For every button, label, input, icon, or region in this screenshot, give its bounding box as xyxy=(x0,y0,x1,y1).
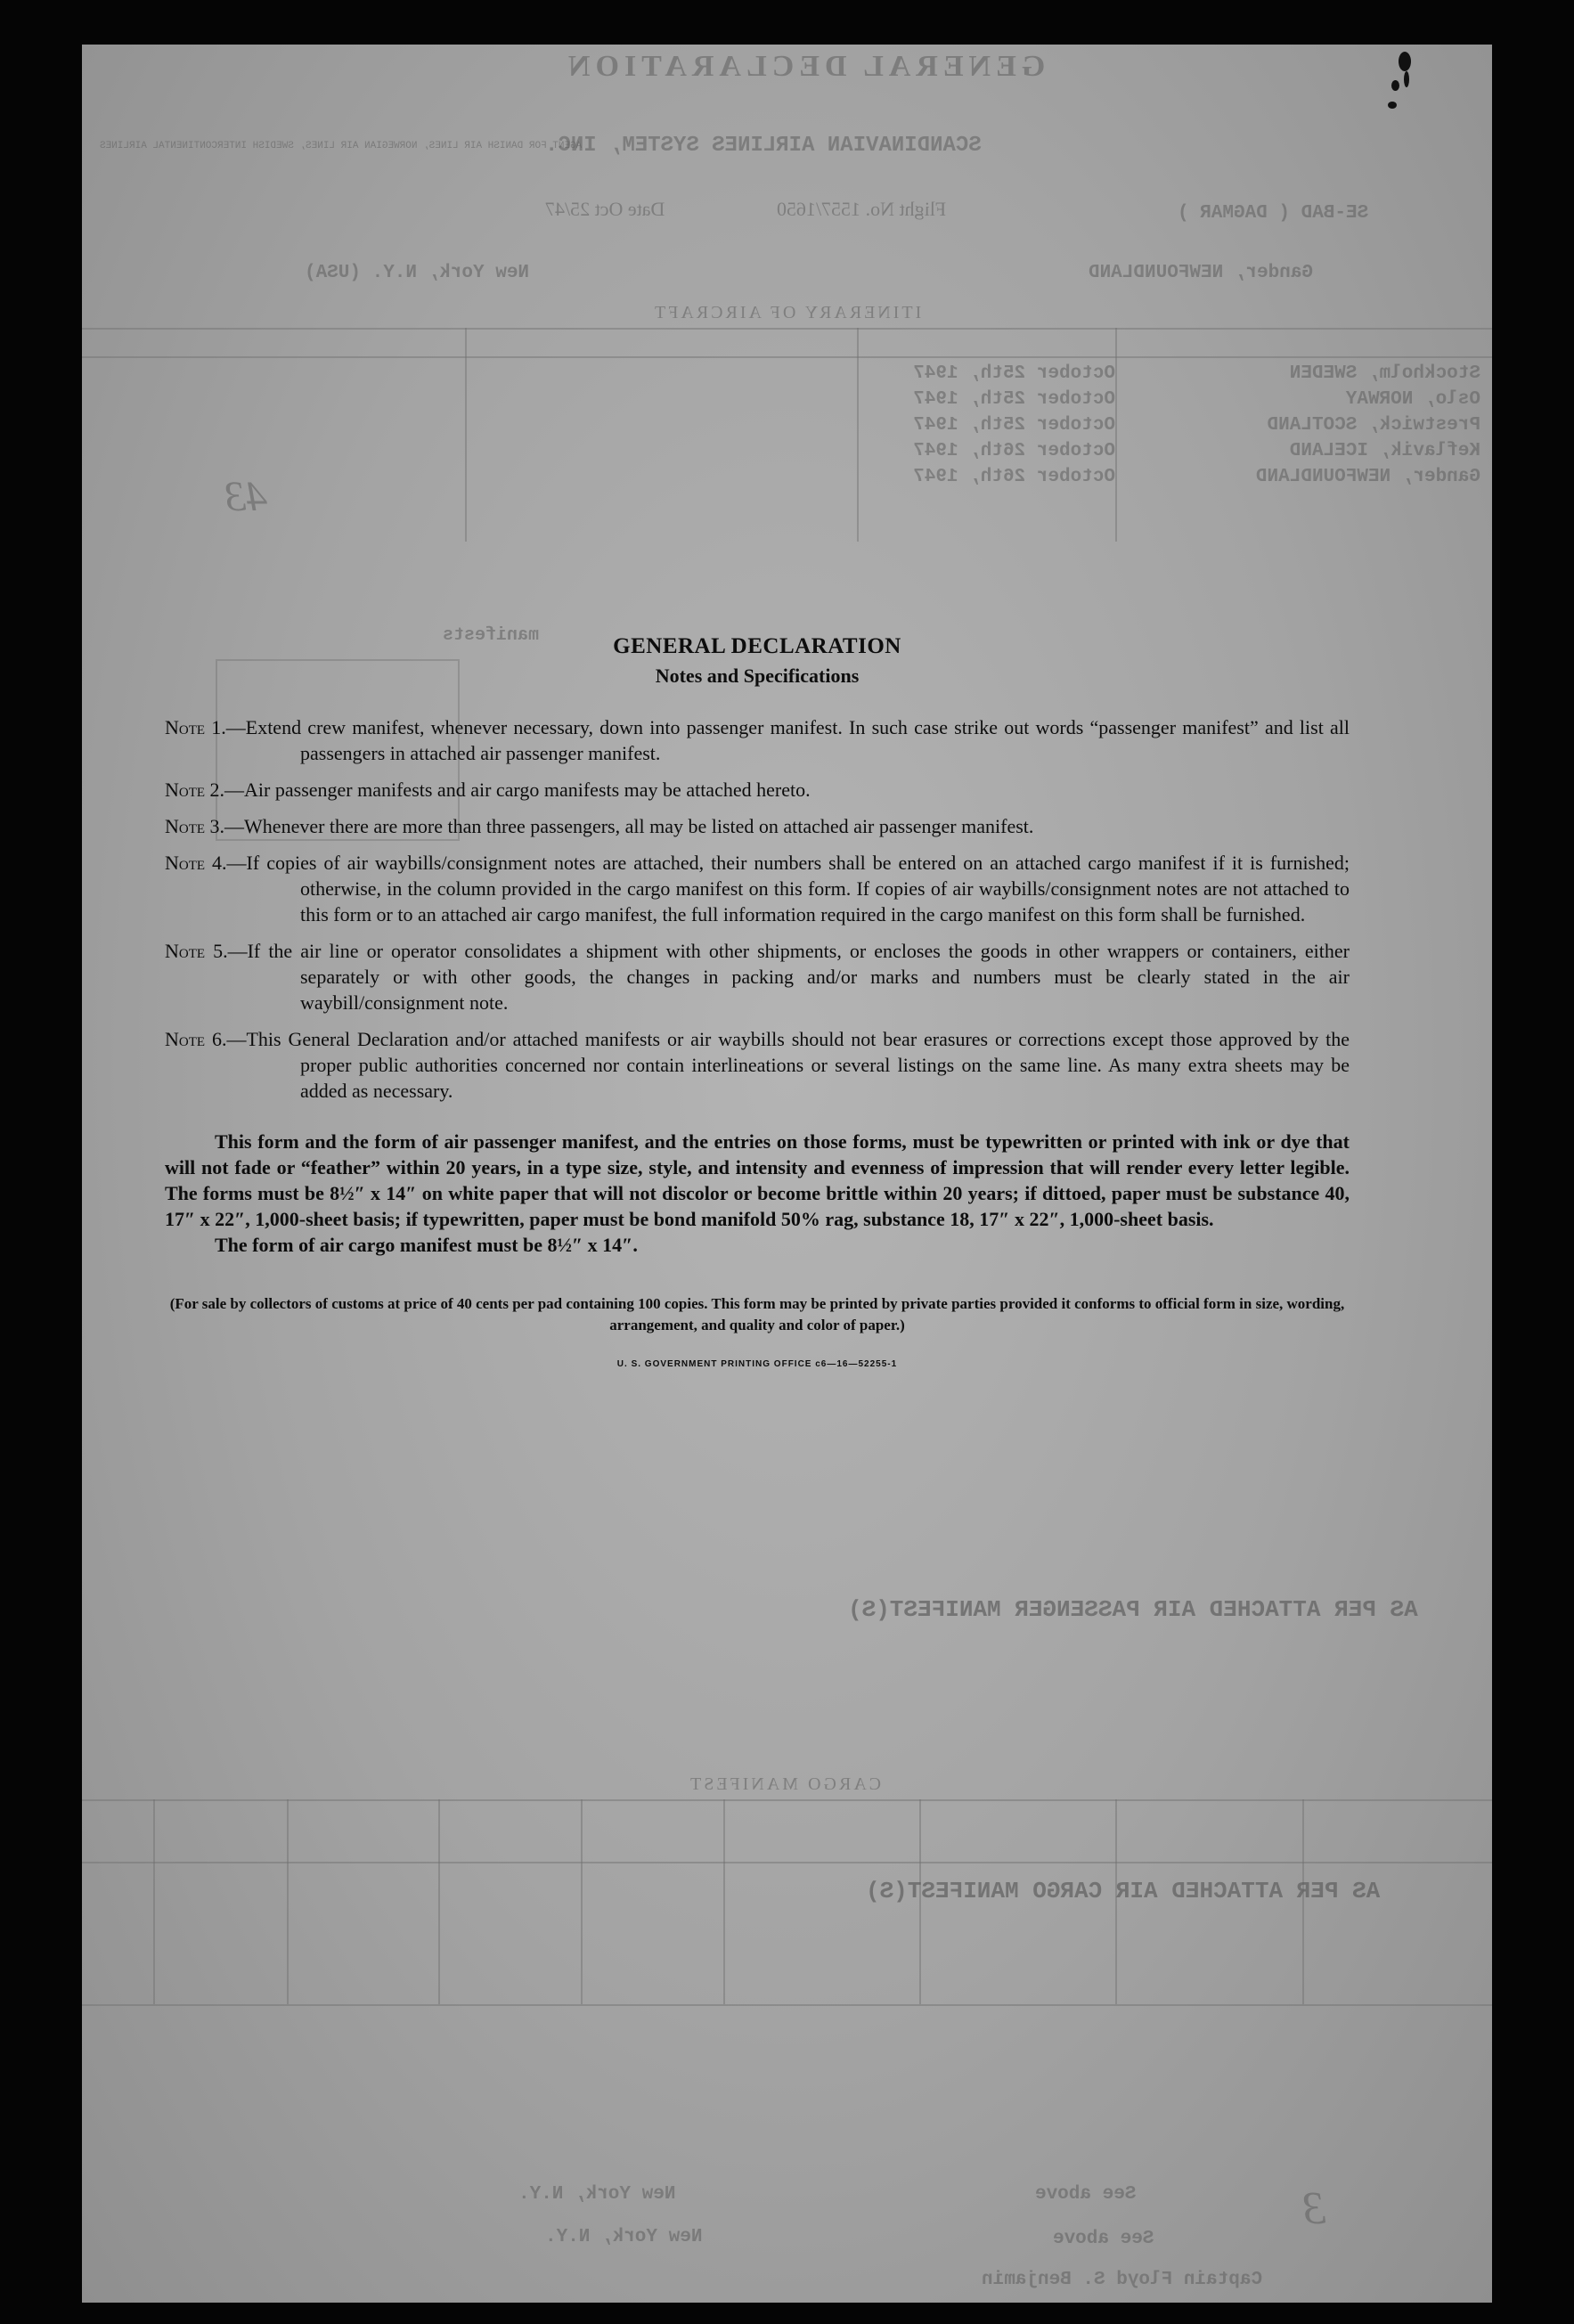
ghost-rule xyxy=(465,328,467,542)
ghost-airport: Stockholm, SWEDEN xyxy=(1289,363,1480,384)
ghost-rule xyxy=(82,1799,1492,1801)
ghost-rule xyxy=(857,328,859,542)
page-title: GENERAL DECLARATION xyxy=(613,634,901,658)
note-label: Note 4. xyxy=(165,852,227,874)
document-page xyxy=(82,45,1492,2303)
note-label: Note 3. xyxy=(165,815,225,837)
ghost-rule xyxy=(82,356,1492,358)
notes-section xyxy=(165,634,1350,1369)
ghost-itinerary-airports xyxy=(1124,361,1480,490)
ghost-rule xyxy=(438,1799,440,2004)
ghost-airport: Keflavik, ICELAND xyxy=(1289,441,1480,461)
ghost-date-entry: October 26th, 1947 xyxy=(913,441,1115,461)
specification-paragraph: This form and the form of air passenger manifest, and the entries on those forms, must be typewritten or printed with ink or dye that will not fade or “feather” within 20 years, in a type size, style, and intensity and evenness of impression that will render every letter legible. The forms must be 8½″ x 14″ on white paper that will not discolor or become brittle within 20 years; if dittoed, paper must be substance 40, 17″ x 22″, 1,000-sheet basis; if typewritten, paper must be bond manifold 50% rag, substance 18, 17″ x 22″, 1,000-sheet basis. xyxy=(165,1130,1350,1230)
note-label: Note 1. xyxy=(165,716,226,738)
note-label: Note 6. xyxy=(165,1028,227,1050)
sale-notice: (For sale by collectors of customs at price of 40 cents per pad containing 100 copies. This form may be printed by private parties provided it conforms to official form in size, wording, arrangement, and quality and color of paper.) xyxy=(169,1295,1345,1333)
ghost-entry: New York, N.Y. (USA) xyxy=(305,263,530,283)
ghost-cargo-stamp: AS PER ATTACHED AIR CARGO MANIFEST(S) xyxy=(866,1878,1381,1904)
ghost-airport: Prestwick, SCOTLAND xyxy=(1267,415,1480,436)
ghost-airport: Oslo, NORWAY xyxy=(1345,389,1480,410)
note-4: Note 4.—If copies of air waybills/consignment notes are attached, their numbers shall be entered on an attached cargo manifest if it is furnished; otherwise, in the column provided in the cargo manifest on this form. If copies of air waybills/consignment notes are not attached to this form or to an attached air cargo manifest, the full information required in the cargo manifest on this form shall be furnished. xyxy=(165,852,1350,926)
ghost-date-entry: October 26th, 1947 xyxy=(913,467,1115,487)
ghost-passenger-stamp: AS PER ATTACHED AIR PASSENGER MANIFEST(S) xyxy=(848,1596,1418,1623)
ghost-heading: GENERAL DECLARATION xyxy=(563,50,1046,83)
note-5: Note 5.—If the air line or operator consolidates a shipment with other shipments, or encloses the goods in other wrappers or containers, either separately or with other goods, the changes in packing and/or marks and numbers must be clearly stated in the air waybill/consignment note. xyxy=(165,940,1350,1014)
ghost-date-entry: October 25th, 1947 xyxy=(913,415,1115,436)
note-6: Note 6.—This General Declaration and/or attached manifests or air waybills should not bear erasures or corrections except those approved by the proper public authorities concerned nor contain interlineations or several listings on the same line. As many extra sheets may be added as necessary. xyxy=(165,1028,1350,1102)
page-subtitle: Notes and Specifications xyxy=(655,665,860,687)
ghost-rule xyxy=(1115,328,1117,542)
note-text: This General Declaration and/or attached manifests or air waybills should not bear erasures or corrections except those approved by the proper public authorities concerned nor contain interlineations or several listings on the same line. As many extra sheets may be added as necessary. xyxy=(246,1028,1350,1102)
note-text: If the air line or operator consolidates a shipment with other shipments, or encloses the goods in other wrappers or containers, either separately or with other goods, the changes in packing and/or marks and numbers must be clearly stated in the air waybill/consignment note. xyxy=(247,940,1350,1014)
ghost-rule xyxy=(581,1799,583,2004)
note-text: Whenever there are more than three passengers, all may be listed on attached air passenger manifest. xyxy=(244,815,1034,837)
note-3: Note 3.—Whenever there are more than three passengers, all may be listed on attached air passenger manifest. xyxy=(165,815,1034,837)
ink-blot xyxy=(1399,52,1411,71)
ghost-rule xyxy=(723,1799,725,2004)
ghost-flight: Flight No. 1557/1650 xyxy=(777,198,947,220)
ghost-see-above-2: See above xyxy=(1053,2229,1154,2249)
cargo-size-line: The form of air cargo manifest must be 8½″ x 14″. xyxy=(215,1234,638,1256)
printer-line: U. S. GOVERNMENT PRINTING OFFICE c6—16—52255-1 xyxy=(616,1359,898,1369)
ghost-handwritten-number: 43 xyxy=(224,473,267,520)
note-label: Note 5. xyxy=(165,940,228,962)
ghost-cargo-title: CARGO MANIFEST xyxy=(688,1774,882,1794)
ghost-captain: Captain Floyd S. Benjamin xyxy=(982,2270,1263,2290)
ink-blot xyxy=(1391,80,1399,91)
ghost-clearance: Gander, NEWFOUNDLAND xyxy=(1089,263,1314,283)
ghost-see-above-1: See above xyxy=(1035,2184,1137,2205)
ghost-operator: SCANDINAVIAN AIRLINES SYSTEM, INC. xyxy=(545,134,982,158)
ghost-itinerary-title: ITINERARY OF AIRCRAFT xyxy=(652,303,922,322)
ghost-destined-2: New York, N.Y. xyxy=(545,2227,703,2247)
note-text: Extend crew manifest, whenever necessary, down into passenger manifest. In such case strike out words “passenger manifest” and list all passengers in attached air passenger manifest. xyxy=(245,716,1350,764)
ghost-aircraft: SE-BAD ( DAGMAR ) xyxy=(1178,203,1369,224)
note-text: Air passenger manifests and air cargo manifests may be attached hereto. xyxy=(244,779,811,801)
ghost-date: Date Oct 25/47 xyxy=(545,198,665,220)
note-1: Note 1.—Extend crew manifest, whenever necessary, down into passenger manifest. In such case strike out words “passenger manifest” and list all passengers in attached air passenger manifest. xyxy=(165,716,1350,764)
ghost-airport: Gander, NEWFOUNDLAND xyxy=(1255,467,1480,487)
ghost-rule xyxy=(82,2004,1492,2006)
ghost-destined-1: New York, N.Y. xyxy=(518,2184,676,2205)
ghost-rule xyxy=(153,1799,155,2004)
ghost-operator-sub: AGENT FOR DANISH AIR LINES, NORWEGIAN AIR LINES, SWEDISH INTERCONTINENTAL AIRLINES xyxy=(100,141,583,151)
ghost-handwritten-mark: 3 xyxy=(1302,2183,1325,2234)
ink-blot xyxy=(1404,71,1409,87)
ink-blot xyxy=(1388,102,1397,109)
ghost-rule xyxy=(82,1862,1492,1863)
ghost-rule xyxy=(287,1799,289,2004)
ghost-itinerary-dates xyxy=(866,361,1115,490)
ghost-date-entry: October 25th, 1947 xyxy=(913,389,1115,410)
note-text: If copies of air waybills/consignment notes are attached, their numbers shall be entered on an attached cargo manifest if it is furnished; otherwise, in the column provided in the cargo manifest on this form. If copies of air waybills/consignment notes are not attached to this form or to an attached air cargo manifest, the full information required in the cargo manifest on this form shall be furnished. xyxy=(246,852,1350,926)
note-label: Note 2. xyxy=(165,779,225,801)
note-2: Note 2.—Air passenger manifests and air cargo manifests may be attached hereto. xyxy=(165,779,811,801)
ghost-manifests: manifests xyxy=(443,625,540,646)
ghost-rule xyxy=(82,328,1492,330)
ghost-date-entry: October 25th, 1947 xyxy=(913,363,1115,384)
